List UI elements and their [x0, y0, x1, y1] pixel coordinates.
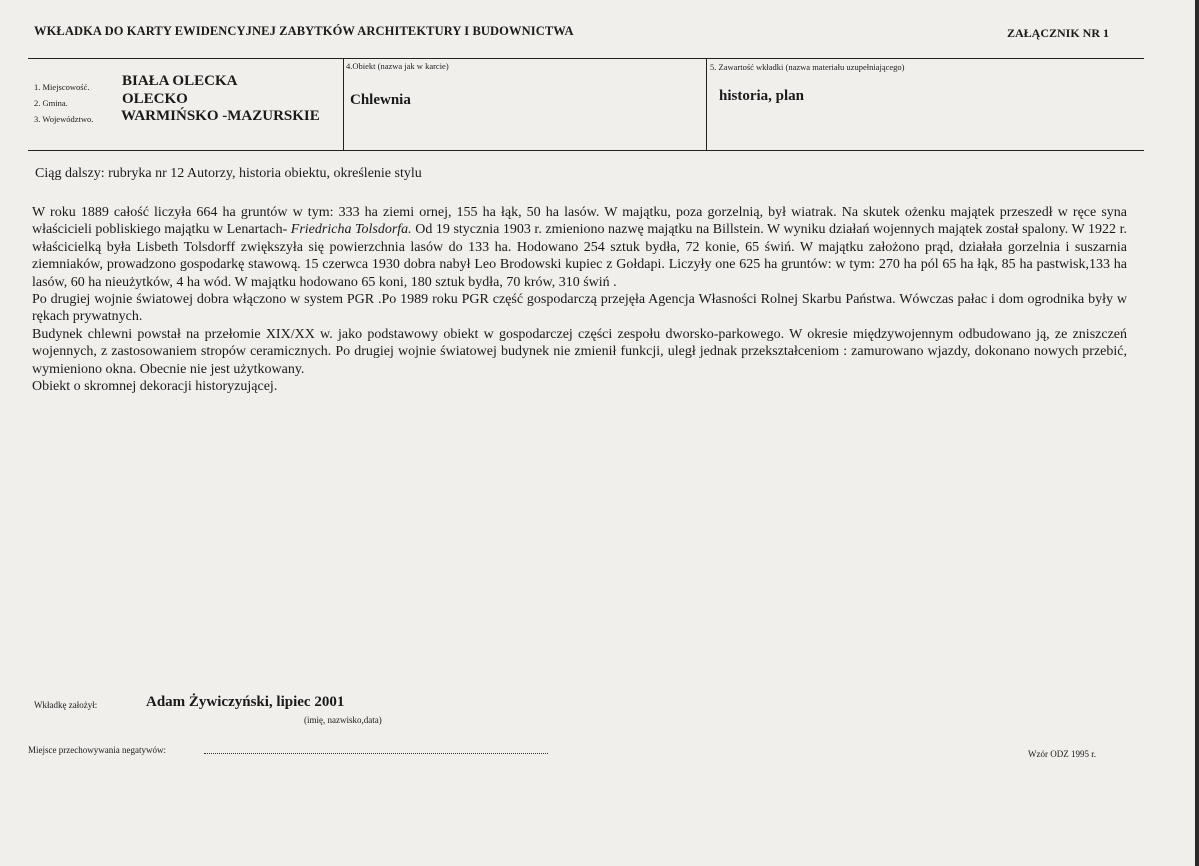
- top-rule: [28, 58, 1144, 59]
- bottom-rule: [28, 150, 1144, 151]
- form-title: WKŁADKA DO KARTY EWIDENCYJNEJ ZABYTKÓW ARCHITEKTURY I BUDOWNICTWA: [34, 24, 574, 38]
- author-value: Adam Żywiczyński, lipiec 2001: [146, 694, 345, 710]
- commune-label: 2. Gmina.: [34, 98, 68, 108]
- continuation-note: Ciąg dalszy: rubryka nr 12 Autorzy, historia obiektu, określenie stylu: [35, 166, 422, 181]
- commune-value: OLECKO: [122, 91, 188, 107]
- author-caption: (imię, nazwisko,data): [304, 715, 382, 725]
- author-label: Wkładkę założył:: [34, 700, 98, 710]
- column-divider-2: [706, 58, 707, 150]
- negatives-location-field: [204, 753, 548, 754]
- history-paragraph-1-part-b: Od 19 stycznia 1903 r. zmieniono nazwę majątku na Billstein. W wyniku działań wojennych majątek został spalony. W 1922 r. właścicielką była Lisbeth Tolsdorff zwiększyła się powierzchnia lasów do 133 ha. Hodowano 254 sztuk bydła, 72 konie, 65 świń. W majątku założono prąd, działała gorzelnia i suszarnia ziemniaków, prowadzono gospodarkę stawową. 15 czerwca 1930 dobra nabył Leo Brodowski kupiec z Gołdapi. Liczyły one 625 ha gruntów: w tym: 270 ha pól 65 ha łąk, 85 ha pastwisk,133 ha lasów, 60 ha nieużytków, 4 ha wód. W majątku hodowano 65 koni, 180 sztuk bydła, 70 krów, 310 świń .: [32, 222, 1127, 290]
- province-label: 3. Województwo.: [34, 114, 94, 124]
- history-paragraph-1-part-a: W roku 1889 całość liczyła 664 ha gruntów w tym: 333 ha ziemi ornej, 155 ha łąk, 50 ha lasów. W majątku, poza gorzelnią, był wiatrak. Na skutek ożenku majątek przeszedł w ręce syna właścicieli pobliskiego majątku w Lenartach-: [32, 205, 1127, 238]
- locality-value: BIAŁA OLECKA: [122, 73, 238, 89]
- province-value: WARMIŃSKO -MAZURSKIE: [121, 108, 320, 124]
- history-paragraph-1: [32, 204, 1127, 291]
- history-text: [32, 204, 1127, 395]
- history-paragraph-2: Po drugiej wojnie światowej dobra włączono w system PGR .Po 1989 roku PGR część gospodarczą przejęła Agencja Własności Rolnej Skarbu Państwa. Wówczas pałac i dom ogrodnika były w rękach prywatnych.: [32, 292, 1127, 325]
- column-divider-1: [343, 58, 344, 150]
- object-label: 4.Obiekt (nazwa jak w karcie): [346, 61, 449, 71]
- scan-edge: [1195, 0, 1199, 866]
- history-paragraph-4: Obiekt o skromnej dekoracji historyzującej.: [32, 379, 278, 395]
- history-paragraph-3: Budynek chlewni powstał na przełomie XIX/XX w. jako podstawowy obiekt w gospodarczej części zespołu dworsko-parkowego. W okresie międzywojennym odbudowano ją, ze zniszczeń wojennych, z zastosowaniem stropów ceramicznych. Po drugiej wojnie światowej budynek nie zmienił funkcji, uległ jednak przekształceniom : zamurowano wjazdy, dokonano nowych przebić, wymieniono okna. Obecnie nie jest użytkowany.: [32, 326, 1127, 377]
- negatives-location-label: Miejsce przechowywania negatywów:: [28, 745, 166, 755]
- contents-value: historia, plan: [719, 88, 805, 104]
- annex-label: ZAŁĄCZNIK NR 1: [1007, 26, 1110, 40]
- contents-label: 5. Zawartość wkładki (nazwa materiału uzupełniającego): [710, 62, 905, 72]
- locality-label: 1. Miejscowość.: [34, 82, 90, 92]
- object-value: Chlewnia: [350, 92, 411, 108]
- owner-name-italic: Friedricha Tolsdorfa.: [290, 222, 412, 238]
- form-number: Wzór ODZ 1995 r.: [1028, 749, 1096, 759]
